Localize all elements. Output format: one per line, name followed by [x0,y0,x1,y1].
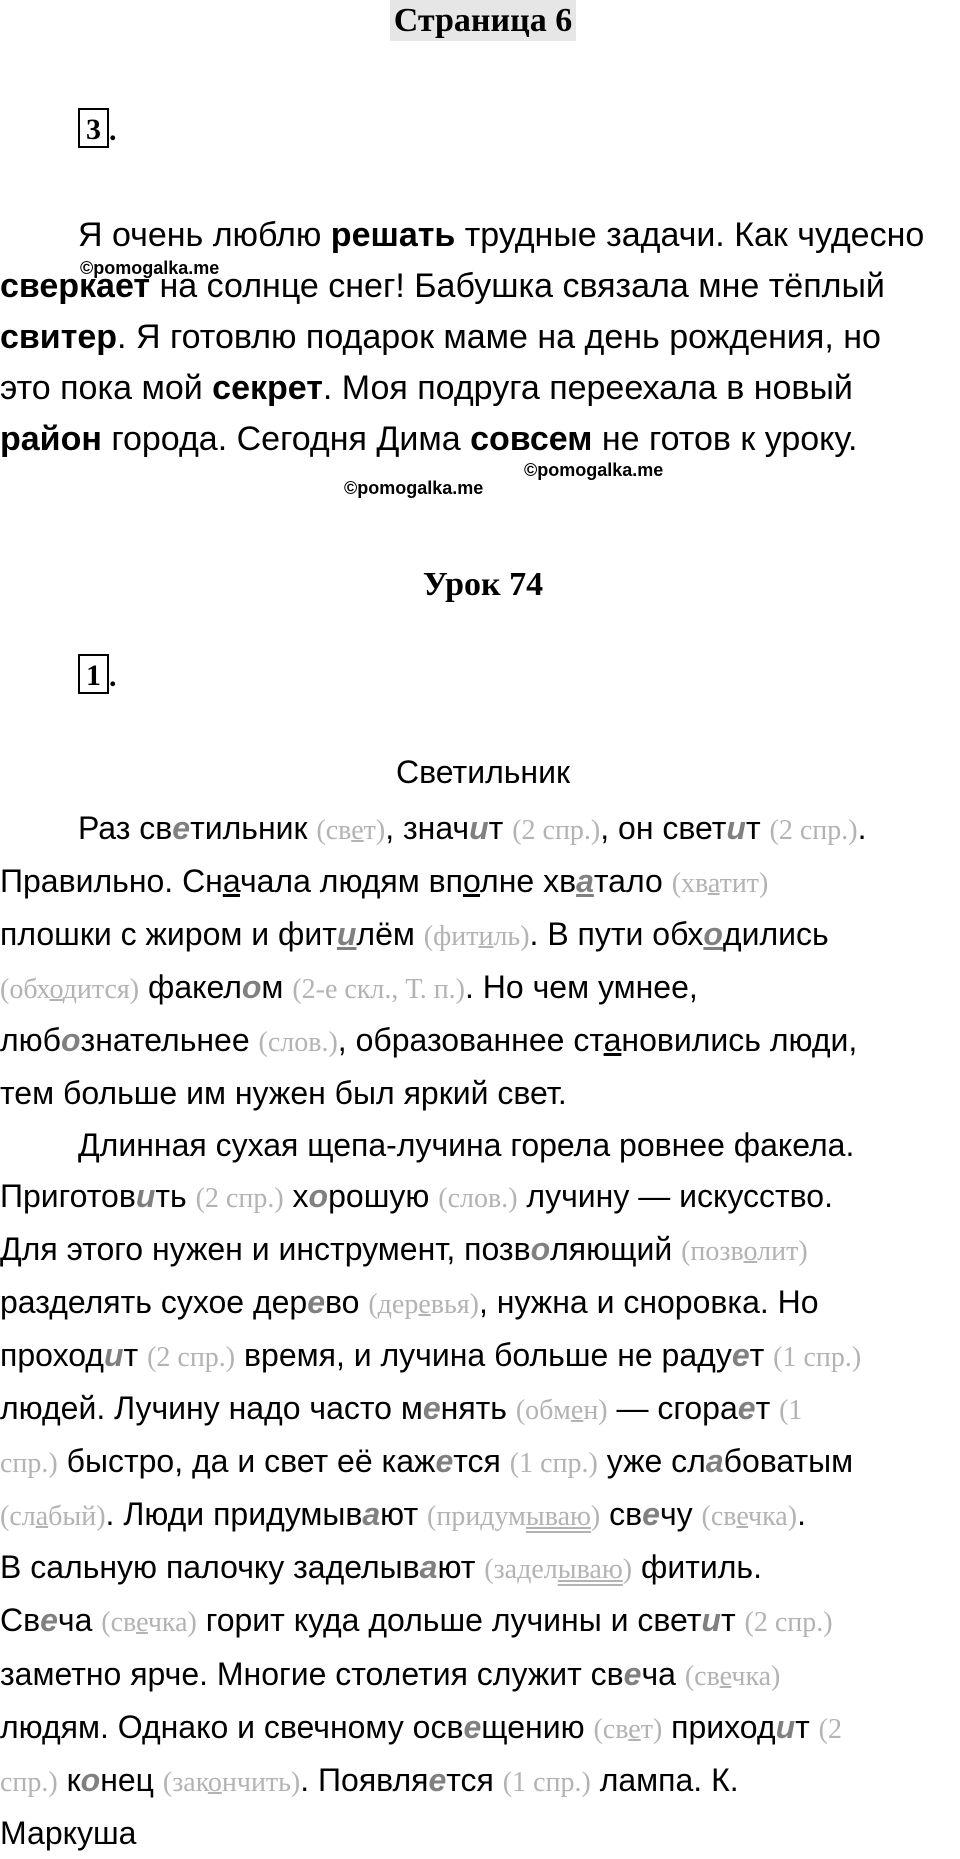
hint-marked: а [35,1501,49,1533]
text-run: , знач [385,810,470,846]
text-run: Маркуша [0,1814,137,1851]
task-number-box: 1 [78,654,109,694]
text-run: — сгора [607,1390,738,1427]
bold-word: совсем [470,420,593,458]
text-run: время, и лучина больше не раду [235,1336,732,1373]
hint: нчить) [221,1766,301,1798]
text-run: лучину — искусство. [517,1177,833,1214]
vowel-mark: и [775,1708,796,1745]
hint: (зак [162,1766,208,1798]
text-run: . Но чем умнее, [465,969,698,1006]
text-run: рошую [328,1177,439,1214]
hint: чка) [748,1501,798,1533]
hint-marked: е [719,1660,732,1692]
text-run: тало [593,863,672,900]
hint: (слов.) [438,1182,518,1214]
hint: (св [684,1660,720,1692]
hint: (2 спр.) [147,1341,236,1373]
hint: (2-е скл., Т. п.) [292,974,466,1006]
text-run: т [795,1708,819,1745]
paragraph [0,1120,960,1859]
text-run: на солнце снег! Бабушка связала мне тёплый [150,267,885,305]
text-run: тем больше им нужен был яркий свет. [0,1075,567,1112]
text-run: города. Сегодня Дима [101,420,471,458]
hint-suffix: ываю [557,1554,623,1586]
text-run: т [749,1336,774,1373]
hint-marked: е [628,1713,641,1745]
hint: (2 [818,1713,842,1745]
text-run: люб [0,1022,61,1059]
hint: (2 спр.) [744,1607,833,1639]
vowel-mark-underlined: о [703,916,723,953]
vowel-mark: е [737,1390,756,1427]
text-run: м [261,969,293,1006]
task-number-dot: . [109,114,117,147]
hint: тит) [719,868,769,900]
text-run: трудные задачи. Как чудесно [455,216,925,254]
text-run: т [745,810,770,846]
hint: (сл [0,1501,36,1533]
hint-marked: е [736,1501,749,1533]
hint-marked: о [743,1235,758,1267]
text-run: нять [440,1390,516,1427]
vowel-mark: и [135,1177,156,1214]
text-run: . Моя подруга переехала в новый [322,369,853,407]
hint: (обх [0,974,50,1006]
text-run: лём [356,916,424,953]
vowel-mark: о [530,1230,551,1267]
text-run: проход [0,1336,104,1373]
text-run: ют [380,1496,428,1533]
hint: (1 спр.) [773,1341,862,1373]
hint: бый) [48,1501,106,1533]
underlined-letter: о [462,863,481,900]
hint: спр.) [0,1448,58,1480]
bold-word: район [0,420,102,458]
hint: (фит [423,921,479,953]
hint: (св [593,1713,629,1745]
hint: (1 [779,1395,803,1427]
vowel-mark: и [726,810,746,846]
text-run: Я очень люблю [78,216,331,254]
text-run: . Люди придумыв [105,1496,363,1533]
hint: (хв [671,868,708,900]
text-run: горит куда дольше лучины и свет [196,1602,702,1639]
text-run: . Появля [300,1761,429,1798]
vowel-mark: е [463,1708,482,1745]
text-run: знательнее [80,1022,259,1059]
watermark: ©pomogalka.me [524,460,664,480]
text-run: т [720,1602,745,1639]
text-run: Правильно. Сн [0,863,223,900]
vowel-mark: е [172,810,191,846]
vowel-mark: и [701,1602,721,1639]
text-run: быстро, да и свет её каж [57,1443,436,1480]
text-run: т [755,1390,780,1427]
text-run: щению [481,1708,594,1745]
text-run: , он свет [600,810,727,846]
text-run: заметно ярче. Многие столетия служит св [0,1655,624,1692]
story-title: Светильник [396,754,570,790]
text-run: ляющий [550,1230,682,1267]
text-run: ча [641,1655,685,1692]
story-text [0,803,960,1859]
hint: (1 спр.) [509,1448,598,1480]
text-run: . В пути обх [529,916,704,953]
hint: спр.) [0,1766,58,1798]
hint: (задел [484,1554,558,1586]
task-number-1 [78,654,117,694]
text-run: факел [139,969,242,1006]
text-run: ть [155,1177,196,1214]
hint: ) [622,1554,633,1586]
hint: (2 спр.) [512,815,601,846]
vowel-mark: о [241,969,262,1006]
hint: дится) [62,974,140,1006]
text-run: не готов к уроку. [592,420,858,458]
text-run: св [600,1496,643,1533]
vowel-mark-underlined: и [336,916,357,953]
vowel-mark: о [308,1177,329,1214]
hint: н) [583,1395,608,1427]
text-run: тся [453,1443,510,1480]
bold-word: свитер [0,318,118,356]
hint: вья) [430,1288,479,1320]
text-run: боватым [723,1443,854,1480]
text-run: Св [0,1602,41,1639]
text-run: Для этого нужен и инструмент, позв [0,1230,531,1267]
text-run: людям. Однако и свечному осв [0,1708,464,1745]
vowel-mark: о [61,1022,81,1059]
underlined-letter: а [603,1022,622,1059]
text-run: фитиль. [632,1549,762,1586]
text-run: во [325,1283,369,1320]
hint: (1 спр.) [502,1766,591,1798]
text-run: чала людям вп [239,863,463,900]
hint: т) [363,815,386,846]
vowel-mark-underlined: а [576,863,594,900]
text-run: . [797,1496,806,1533]
hint: (обм [515,1395,571,1427]
task-number-box: 3 [78,108,109,148]
text-run: это пока мой [0,369,213,407]
text-run: , нужна и сноровка. Но [478,1283,819,1320]
vowel-mark: о [80,1761,101,1798]
text-run: тся [446,1761,503,1798]
page-title: Страница 6 [0,2,960,40]
vowel-mark: а [362,1496,381,1533]
hint-marked: о [49,974,63,1006]
hint-marked: е [570,1395,584,1427]
hint-marked: е [136,1607,148,1639]
hint: т) [640,1713,663,1745]
text-run: дились [722,916,829,953]
hint: чка) [147,1607,197,1639]
text-run: т [488,810,513,846]
text-run: ют [437,1549,485,1586]
text-run: ча [57,1602,102,1639]
text-run: уже сл [597,1443,706,1480]
task-number-dot: . [109,660,117,693]
paragraph [0,803,960,1120]
text-run: нец [100,1761,163,1798]
text-run: к [57,1761,81,1798]
vowel-mark: е [435,1443,454,1480]
text-run: тильник [190,810,317,846]
text-run: людей. Лучину надо часто м [0,1390,423,1427]
hint: (2 спр.) [769,815,858,846]
vowel-mark: е [731,1336,750,1373]
vowel-mark: е [307,1283,326,1320]
hint: (св [316,815,352,846]
watermark: ©pomogalka.me [80,258,220,278]
text-run: новились люди, [621,1022,858,1059]
hint-suffix: ываю [525,1501,591,1533]
bold-word: сверкает [0,267,151,305]
text-run: . [857,810,867,846]
task3-text [0,210,960,465]
text-run: плошки с жиром и фит [0,916,337,953]
bold-word: решать [330,216,456,254]
hint: лит) [757,1235,808,1267]
hint: ль) [493,921,530,953]
vowel-mark: а [705,1443,724,1480]
hint-marked: е [351,815,364,846]
lesson-title: Урок 74 [422,566,544,603]
text-run: В сальную палочку заделыв [0,1549,420,1586]
hint: (св [101,1607,137,1639]
vowel-mark: е [623,1655,642,1692]
text-run: лне хв [480,863,577,900]
hint-marked: о [207,1766,222,1798]
vowel-mark: и [103,1336,124,1373]
text-run: разделять сухое дер [0,1283,308,1320]
hint: (дер [368,1288,419,1320]
hint: (позв [681,1235,744,1267]
text-run: лампа. К. [590,1761,739,1798]
hint: (св [701,1501,737,1533]
vowel-mark: е [40,1602,58,1639]
hint: чка) [731,1660,781,1692]
vowel-mark: е [428,1761,447,1798]
vowel-mark: е [422,1390,441,1427]
vowel-mark: а [419,1549,438,1586]
hint: (2 спр.) [195,1182,284,1214]
text-run: Приготов [0,1177,136,1214]
hint: (слов.) [258,1027,338,1059]
hint-marked: и [478,921,494,953]
text-run: х [283,1177,309,1214]
hint-marked: е [418,1288,431,1320]
hint-marked: а [707,868,720,900]
text-run: чу [659,1496,702,1533]
vowel-mark: е [642,1496,660,1533]
text-run: приход [662,1708,776,1745]
task-number-3 [78,108,117,148]
text-run: , образованнее ст [337,1022,604,1059]
text-run: . Я готовлю подарок маме на день рождения, но [117,318,881,356]
vowel-mark: и [469,810,489,846]
bold-word: секрет [212,369,323,407]
paragraph [0,210,960,465]
hint: (придум [427,1501,526,1533]
underlined-letter: а [222,863,240,900]
text-run: Раз св [78,810,173,846]
text-run: т [123,1336,148,1373]
hint: ) [590,1501,601,1533]
text-run: Длинная сухая щепа-лучина горела ровнее факела. [78,1126,855,1163]
watermark: ©pomogalka.me [344,478,484,498]
